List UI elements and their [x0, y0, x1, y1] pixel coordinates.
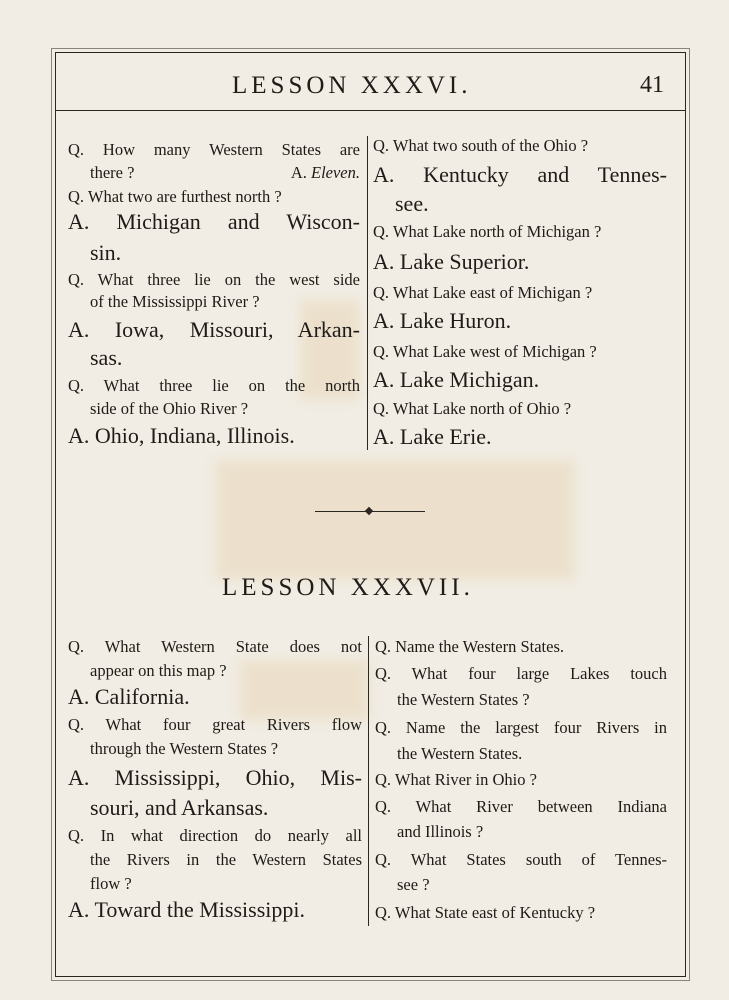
question-line: Q. What River between Indiana	[375, 797, 667, 816]
question-line: Q. What four great Rivers flow	[68, 715, 362, 734]
answer-line: A. Lake Huron.	[373, 308, 512, 333]
question-line: Q. What Western State does not	[68, 637, 362, 656]
column-divider	[368, 636, 369, 926]
question-line-text: there ?	[90, 163, 135, 182]
question-line: the Western States.	[397, 744, 523, 763]
question-line	[90, 162, 360, 184]
inline-answer-value: Eleven.	[310, 163, 360, 182]
header-rule	[55, 110, 686, 111]
question-line: and Illinois ?	[397, 822, 484, 841]
question-line: Q. What States south of Tennes-	[375, 850, 667, 869]
question-line: Q. What three lie on the north	[68, 376, 360, 395]
question-line: Q. What River in Ohio ?	[375, 770, 537, 789]
answer-line: A. Lake Superior.	[373, 249, 530, 274]
answer-line: A. Mississippi, Ohio, Mis-	[68, 765, 362, 790]
answer-line: sin.	[90, 240, 122, 265]
question-line: Q. What three lie on the west side	[68, 270, 360, 289]
answer-line: A. Michigan and Wiscon-	[68, 209, 360, 234]
question-line: Q. What State east of Kentucky ?	[375, 903, 596, 922]
answer-line: sas.	[90, 345, 123, 370]
question-line: see ?	[397, 875, 430, 894]
question-line: Q. What Lake east of Michigan ?	[373, 283, 593, 302]
answer-line: A. Toward the Mississippi.	[68, 897, 306, 922]
question-line: Q. What Lake north of Michigan ?	[373, 222, 602, 241]
question-line: side of the Ohio River ?	[90, 399, 249, 418]
question-line: Q. What two south of the Ohio ?	[373, 136, 589, 155]
column-divider	[367, 136, 368, 450]
question-line: Q. How many Western States are	[68, 140, 360, 159]
question-line: Q. Name the Western States.	[375, 637, 564, 656]
answer-line: A. Lake Michigan.	[373, 367, 540, 392]
question-line: Q. Name the largest four Rivers in	[375, 718, 667, 737]
section-ornament	[315, 511, 425, 512]
question-line: flow ?	[90, 874, 132, 893]
answer-line: A. Ohio, Indiana, Illinois.	[68, 423, 295, 448]
answer-line: A. Kentucky and Tennes-	[373, 162, 667, 187]
question-line: Q. What Lake west of Michigan ?	[373, 342, 597, 361]
lesson-37-title: LESSON XXXVII.	[222, 574, 474, 601]
inline-answer-prefix: A.	[290, 163, 307, 182]
question-line: through the Western States ?	[90, 739, 279, 758]
answer-line: souri, and Arkansas.	[90, 795, 269, 820]
page-number: 41	[640, 72, 664, 98]
question-line: Q. What four large Lakes touch	[375, 664, 667, 683]
question-line: Q. What two are furthest north ?	[68, 187, 282, 206]
answer-line: A. Lake Erie.	[373, 424, 492, 449]
question-line: appear on this map ?	[90, 661, 227, 680]
inline-answer	[291, 162, 360, 184]
question-line: of the Mississippi River ?	[90, 292, 260, 311]
question-line: the Rivers in the Western States	[90, 850, 362, 869]
answer-line: see.	[395, 191, 429, 216]
question-line: the Western States ?	[397, 690, 530, 709]
answer-line: A. California.	[68, 684, 190, 709]
answer-line: A. Iowa, Missouri, Arkan-	[68, 317, 360, 342]
question-line: Q. What Lake north of Ohio ?	[373, 399, 572, 418]
lesson-36-title: LESSON XXXVI.	[232, 72, 472, 99]
question-line: Q. In what direction do nearly all	[68, 826, 362, 845]
